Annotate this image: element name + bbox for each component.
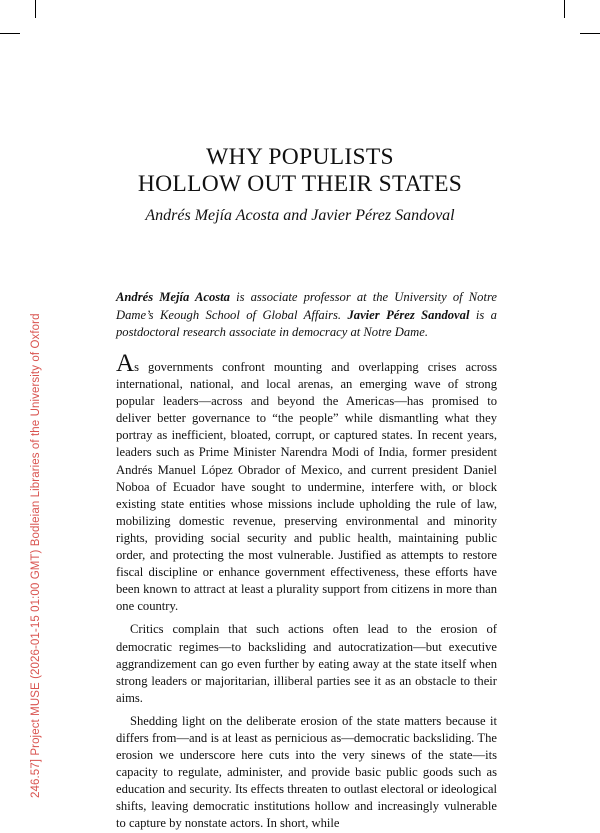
access-watermark: 246.57] Project MUSE (2026-01-15 01:00 GMT) Bodleian Libraries of the University of Oxford	[30, 313, 42, 798]
bio-text-1: is associate professor at the University of Notre Dame’s Keough School of Global Affairs.	[116, 290, 497, 322]
author-byline: Andrés Mejía Acosta and Javier Pérez Sandoval	[145, 207, 455, 224]
bio-author-2: Javier Pérez Sandoval	[347, 307, 470, 322]
crop-mark	[35, 0, 36, 18]
author-bio	[116, 289, 497, 342]
paragraph-3: Shedding light on the deliberate erosion of the state matters because it differs from—and is at least as pernicious as—democratic backsliding. The erosion we underscore here cuts into the very sinews of the state—its capacity to regulate, administer, and provide basic public goods such as education and security. Its effects threaten to outlast electoral or ideological shifts, leaving democratic institutions hollow and increasingly vulnerable to capture by nonstate actors. In short, while	[116, 713, 497, 831]
bio-author-1: Andrés Mejía Acosta	[116, 290, 230, 304]
article-body	[116, 350, 497, 833]
paragraph-1	[116, 350, 497, 615]
bio-text-2: is a postdoctoral research associate in democracy at Notre Dame.	[116, 307, 497, 339]
crop-mark	[0, 33, 20, 34]
title-line-1: WHY POPULISTS	[206, 144, 394, 170]
article-title	[0, 144, 600, 198]
crop-mark	[580, 33, 600, 34]
paragraph-2: Critics complain that such actions often lead to the erosion of democratic regimes—to backsliding and autocratization—but executive aggrandizement can go even further by eating away at the state itself when strong leaders or majoritarian, illiberal parties see it as an obstacle to their aims.	[116, 622, 497, 705]
crop-mark	[564, 0, 565, 18]
drop-cap: A	[116, 350, 135, 377]
title-line-2: HOLLOW OUT THEIR STATES	[137, 171, 463, 197]
paragraph-1-text: s governments confront mounting and overlapping crises across international, national, and local arenas, an emerging wave of strong popular leaders—across and beyond the Americas—has promised to deliver better governance to “the people” while dismantling what they portray as inefficient, bloated, corrupt, or captured states. In recent years, leaders such as Prime Minister Narendra Modi of India, former president Andrés Manuel López Obrador of Mexico, and current president Daniel Noboa of Ecuador have sought to undermine, interfere with, or block existing state entities whose missions include upholding the rule of law, mobilizing domestic revenue, preserving environmental and minority rights, providing social security and public health, maintaining public order, and protecting the most vulnerable. Justified as attempts to restore fiscal discipline or enhance government effectiveness, these efforts have been known to attract at least a plurality support from citizens in more than one country.	[116, 360, 497, 614]
